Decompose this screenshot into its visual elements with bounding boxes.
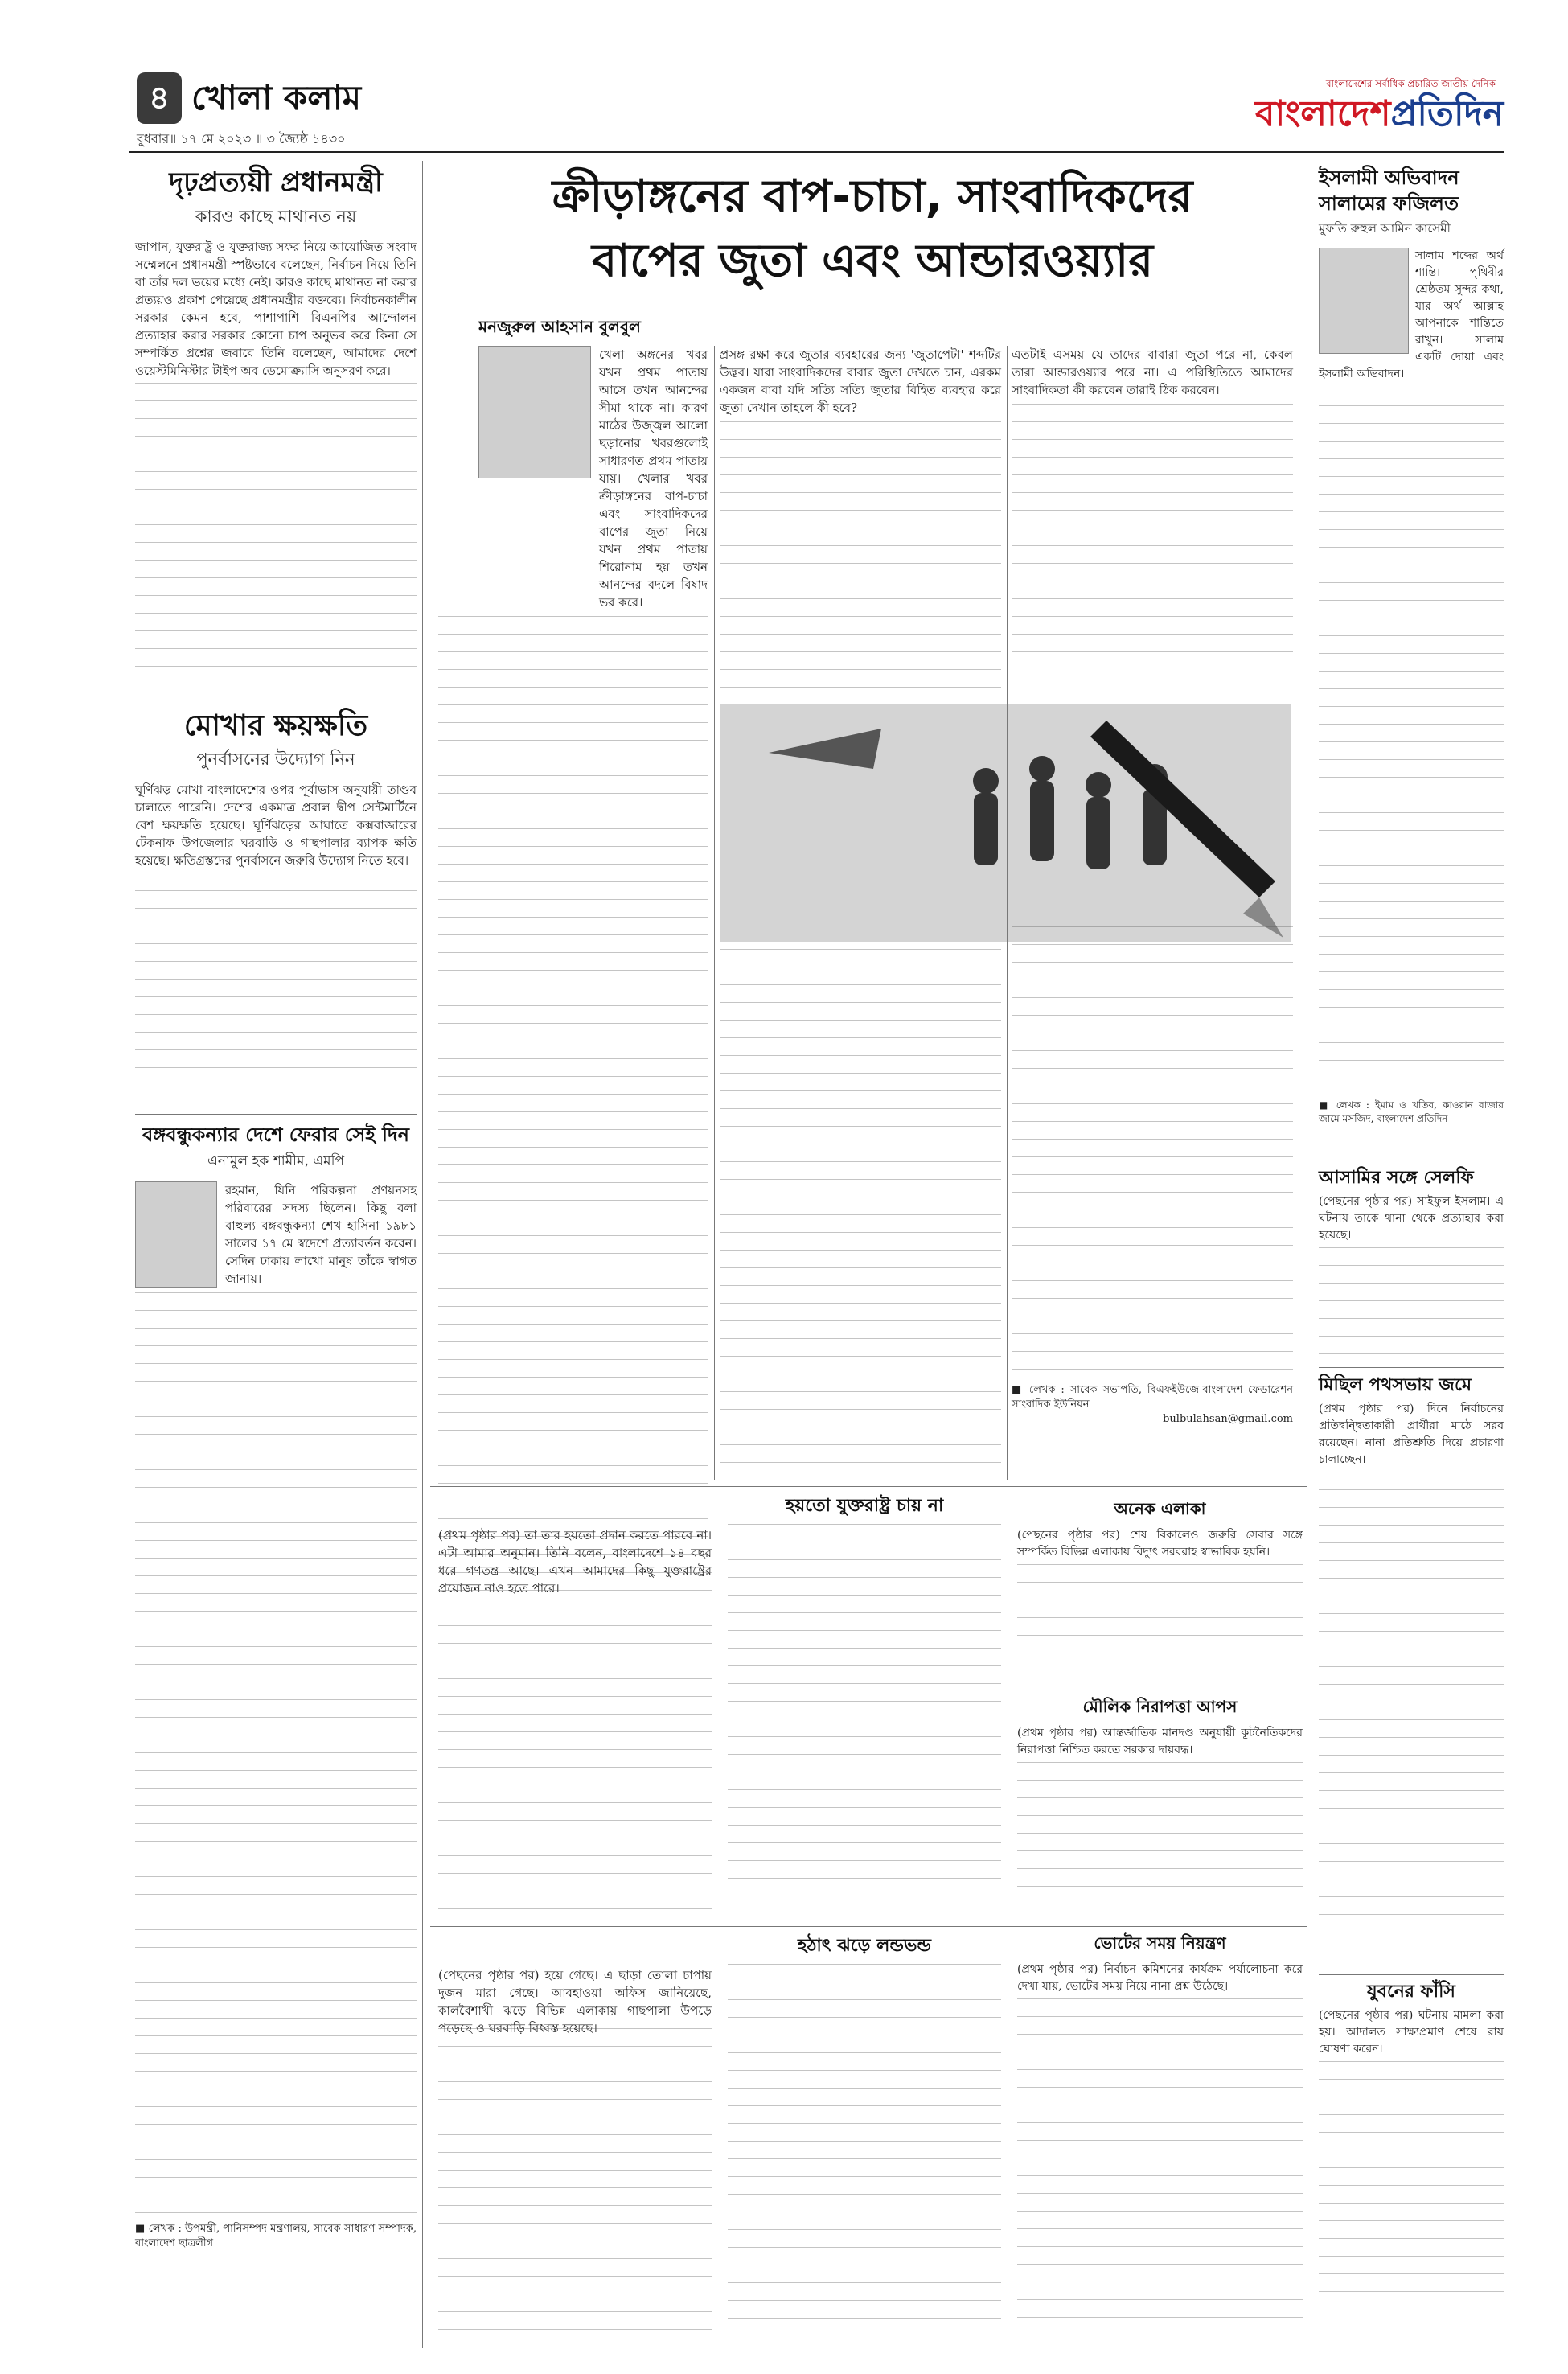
islamic-footer: ■ লেখক : ইমাম ও খতিব, কাওরান বাজার জামে মসজিদ, বাংলাদেশ প্রতিদিন — [1319, 1099, 1507, 1124]
left-column-divider — [422, 161, 423, 2348]
report-storm-body: (পেছনের পৃষ্ঠার পর) হয়ে গেছে। এ ছাড়া তোলা চাপায় দুজন মারা গেছে। আবহাওয়া অফিস জানিয়েছে, কালবৈশাখী ঝড়ে বিভিন্ন এলাকায় গাছপালা উপড়ে পড়েছে ও ঘরবাড়ি বিধ্বস্ত হয়েছে। — [438, 1968, 716, 2035]
editorial-1-subtitle: কারও কাছে মাথানত নয় — [195, 207, 357, 226]
report-usa-body: (প্রথম পৃষ্ঠার পর) তা তার হয়তো প্রদান করতে পারবে না। এটা আমার অনুমান। তিনি বলেন, বাংলাদেশে ১৪ বছর ধরে গণতন্ত্র আছে। এখন আমাদের কিছু যুক্তরাষ্ট্রের প্রয়োজন নাও হতে পারে। — [438, 1528, 716, 1596]
rally-title: মিছিল পথসভায় জমে — [1319, 1375, 1472, 1395]
right-rule-2 — [1319, 1367, 1504, 1368]
center-author-email: bulbulahsan@gmail.com — [1163, 1413, 1293, 1425]
center-col-1 — [438, 346, 712, 1480]
column-homecoming-title: বঙ্গবন্ধুকন্যার দেশে ফেরার সেই দিন — [142, 1123, 409, 1146]
column-homecoming-text-continuation — [135, 1292, 417, 2217]
column-homecoming — [135, 1122, 421, 2348]
selfie-title: আসামির সঙ্গে সেলফি — [1319, 1168, 1474, 1188]
paper-name-part2: প্রতিদিন — [1390, 93, 1504, 134]
editorial-1-body: জাপান, যুক্তরাষ্ট্র ও যুক্তরাজ্য সফর নিয়ে আয়োজিত সংবাদ সম্মেলনে প্রধানমন্ত্রী স্পষ্টভাবে বলেছেন, নির্বাচন নিয়ে তিনি বা তাঁর দল ভয়ের মধ্যে নেই। কারও কাছে মাথানত না করার প্রত্যয়ও প্রকাশ পেয়েছে প্রধানমন্ত্রীর বক্তব্যে। নির্বাচনকালীন সরকার কেমন হবে, পাশাপাশি বিএনপির আন্দোলন প্রত্যাহার করার সরকার কোনো চাপ অনুভব করে কিনা সে সম্পর্কিত প্রশ্নের জবাবে তিনি বলেছেন, আমাদের দেশে ওয়েস্টমিনিস্টার টাইপ অব ডেমোক্র্যাসি অনুসরণ করে। — [135, 240, 421, 378]
story-many-areas-text-continuation — [1017, 1564, 1303, 1661]
paper-tagline: বাংলাদেশের সর্বাধিক প্রচারিত জাতীয় দৈনিক — [1325, 78, 1496, 89]
center-headline — [430, 165, 1315, 310]
story-security-body: (প্রথম পৃষ্ঠার পর) আন্তর্জাতিক মানদণ্ড অনুযায়ী কূটনৈতিকদের নিরাপত্তা নিশ্চিত করতে সরকার দায়বদ্ধ। — [1017, 1727, 1307, 1756]
center-col-3-text-lower — [1012, 926, 1293, 1377]
story-vote-time-title: ভোটের সময় নিয়ন্ত্রণ — [1094, 1933, 1226, 1953]
story-vote-time — [1017, 1932, 1307, 2348]
islamic-title-1: ইসলামী অভিবাদন — [1319, 166, 1459, 189]
center-col-3-text-upper — [1012, 404, 1293, 669]
editorial-1 — [135, 165, 421, 696]
paper-name-part1: বাংলাদেশ — [1255, 93, 1391, 134]
center-author: মনজুরুল আহসান বুলবুল — [478, 317, 641, 336]
author-photo — [135, 1181, 217, 1288]
story-many-areas — [1017, 1497, 1307, 1690]
masthead-rule — [129, 151, 1504, 153]
center-rule-2 — [430, 1926, 1307, 1927]
headline-line-1: ক্রীড়াঙ্গনের বাপ-চাচা, সাংবাদিকদের — [552, 170, 1193, 223]
editorial-2 — [135, 708, 421, 1110]
story-vote-time-text-continuation — [1017, 1998, 1303, 2320]
hanging-title: যুবনের ফাঁসি — [1367, 1982, 1455, 2002]
center-col-2-body: প্রসঙ্গ রক্ষা করে জুতার ব্যবহারের জন্য 'জুতাপেটা' শব্দটির উদ্ভব। যারা সাংবাদিকদের বাবার জুতা দেখতে চান, এরকম একজন বাবা যদি সত্যি সত্যি জুতার বিহিত ব্যবহার করে জুতা দেখান তাহলে কী হবে? — [720, 347, 1005, 415]
report-usa-text-col-1 — [438, 1572, 712, 1910]
editorial-2-title: মোখার ক্ষয়ক্ষতি — [183, 709, 368, 742]
masthead — [0, 0, 1568, 153]
selfie-body: (পেছনের পৃষ্ঠার পর) সাইফুল ইসলাম। এ ঘটনায় তাকে থানা থেকে প্রত্যাহার করা হয়েছে। — [1319, 1195, 1508, 1242]
report-storm-title: হঠাৎ ঝড়ে লন্ডভন্ড — [798, 1936, 931, 1956]
editorial-1-text-continuation — [135, 383, 417, 672]
date-line: বুধবার॥ ১৭ মে ২০২৩ ॥ ৩ জ্যৈষ্ঠ ১৪৩০ — [137, 131, 346, 146]
story-security-title: মৌলিক নিরাপত্তা আপস — [1082, 1697, 1238, 1716]
left-rule-2 — [135, 1114, 417, 1115]
report-usa-text-col-2 — [728, 1524, 1001, 1910]
center-col-2-lower — [720, 949, 1001, 1480]
center-col-3-body: এতটাই এসময় যে তাদের বাবারা জুতা পরে না, কেবল তারা আন্ডারওয়্যার পরে না। এ পরিস্থিতিতে আমাদের সাংবাদিকতা কী করবেন তারাই ঠিক করবেন। — [1012, 347, 1297, 397]
hanging-body: (পেছনের পৃষ্ঠার পর) ঘটনায় মামলা করা হয়। আদালত সাক্ষ্যপ্রমাণ শেষে রায় ঘোষণা করেন। — [1319, 2009, 1508, 2056]
islamic-author: মুফতি রুহুল আমিন কাসেমী — [1319, 221, 1451, 236]
column-homecoming-author: এনামুল হক শামীম, এমপি — [207, 1153, 345, 1169]
right-col-rally — [1319, 1374, 1508, 1969]
islamic-body: সালাম শব্দের অর্থ শান্তি। পৃথিবীর শ্রেষ্ঠতম সুন্দর কথা, যার অর্থ আল্লাহ আপনাকে শান্তিতে রাখুন। সালাম একটি দোয়া এবং ইসলামী অভিবাদন। — [1319, 249, 1508, 380]
center-col-3 — [1012, 346, 1297, 1480]
center-author-note: ■ লেখক : সাবেক সভাপতি, বিএফইউজে-বাংলাদেশ ফেডারেশন সাংবাদিক ইউনিয়ন — [1012, 1384, 1297, 1411]
editorial-2-body: ঘূর্ণিঝড় মোখা বাংলাদেশের ওপর পূর্বাভাস অনুযায়ী তাণ্ডব চালাতে পারেনি। দেশের একমাত্র প্রবাল দ্বীপ সেন্টমার্টিনে বেশ ক্ষয়ক্ষতি হয়েছে। ঘূর্ণিঝড়ের আঘাতে কক্সবাজারের টেকনাফ উপজেলার ঘরবাড়ি ও গাছপালার ব্যাপক ক্ষতি হয়েছে। ক্ষতিগ্রস্তদের পুনর্বাসনে জরুরি উদ্যোগ নিতে হবে। — [135, 782, 421, 868]
headline-line-2: বাপের জুতা এবং আন্ডারওয়্যার — [591, 235, 1153, 287]
column-homecoming-footer: ■ লেখক : উপমন্ত্রী, পানিসম্পদ মন্ত্রণালয়, সাবেক সাধারণ সম্পাদক, বাংলাদেশ ছাত্রলীগ — [135, 2223, 421, 2249]
author-photo-kasemi — [1319, 248, 1409, 354]
story-many-areas-title: অনেক এলাকা — [1114, 1499, 1206, 1518]
column-homecoming-body: রহমান, যিনি পরিকল্পনা প্রণয়নসহ পরিবারের সদস্য ছিলেন। কিছু বলা বাহুল্য বঙ্গবন্ধুকন্যা শেখ হাসিনা ১৯৮১ সালের ১৭ মে স্বদেশে প্রত্যাবর্তন করেন। সেদিন ঢাকায় লাখো মানুষ তাঁকে স্বাগত জানায়। — [225, 1183, 421, 1286]
editorial-1-title: দৃঢ়প্রত্যয়ী প্রধানমন্ত্রী — [169, 166, 383, 199]
center-col-2-text-upper — [720, 421, 1001, 695]
islamic-title-2: সালামের ফজিলত — [1319, 192, 1459, 215]
right-col-selfie — [1319, 1166, 1508, 1399]
editorial-2-subtitle: পুনর্বাসনের উদ্যোগ নিন — [196, 750, 355, 769]
story-many-areas-body: (পেছনের পৃষ্ঠার পর) শেষ বিকালেও জরুরি সেবার সঙ্গে সম্পর্কিত বিভিন্ন এলাকায় বিদ্যুৎ সরবরাহ স্বাভাবিক হয়নি। — [1017, 1529, 1307, 1559]
section-name: খোলা কলাম — [191, 78, 362, 117]
story-security — [1017, 1695, 1307, 1920]
hanging-text-continuation — [1319, 2061, 1504, 2302]
islamic-text-continuation — [1319, 388, 1504, 1095]
story-vote-time-body: (প্রথম পৃষ্ঠার পর) নির্বাচন কমিশনের কার্যক্রম পর্যালোচনা করে দেখা যায়, ভোটের সময় নিয়ে নানা প্রশ্ন উঠেছে। — [1017, 1963, 1307, 1993]
center-divider-1 — [714, 346, 715, 1480]
editorial-2-text-continuation — [135, 873, 417, 1074]
page-number: ৪ — [149, 80, 170, 117]
center-col-2-text-lower — [720, 949, 1001, 1464]
center-col-1-text-continuation — [438, 616, 708, 1565]
right-col-hanging — [1319, 1980, 1508, 2348]
center-divider-2 — [1007, 346, 1008, 1480]
rally-body: (প্রথম পৃষ্ঠার পর) দিনে নির্বাচনের প্রতিদ্বন্দ্বিতাকারী প্রার্থীরা মাঠে সরব রয়েছেন। নানা প্রতিশ্রুতি দিয়ে প্রচারণা চালাচ্ছেন। — [1319, 1403, 1508, 1466]
paper-logo — [1142, 90, 1504, 138]
selfie-text-continuation — [1319, 1247, 1504, 1368]
right-rule-3 — [1319, 1974, 1504, 1975]
rally-text-continuation — [1319, 1472, 1504, 1922]
center-col-1-body: খেলা অঙ্গনের খবর যখন প্রথম পাতায় আসে তখন আনন্দের সীমা থাকে না। কারণ মাঠের উজ্জ্বল আলো ছড়ানোর খবরগুলোই সাধারণত প্রথম পাতায় যায়। খেলার খবর ক্রীড়াঙ্গনের বাপ-চাচা এবং সাংবাদিকদের বাপের জুতা নিয়ে যখন প্রথম পাতায় শিরোনাম হয় তখন আনন্দের বদলে বিষাদ ভর করে। — [599, 347, 712, 610]
right-col-islamic — [1319, 165, 1508, 1154]
page-number-badge — [137, 72, 182, 124]
report-storm-text-col-2 — [728, 1964, 1001, 2334]
report-storm-text-col-1 — [438, 2028, 712, 2334]
report-usa-title: হয়তো যুক্তরাষ্ট্র চায় না — [785, 1496, 944, 1516]
story-security-text-continuation — [1017, 1762, 1303, 1899]
center-rule — [430, 1486, 1307, 1487]
